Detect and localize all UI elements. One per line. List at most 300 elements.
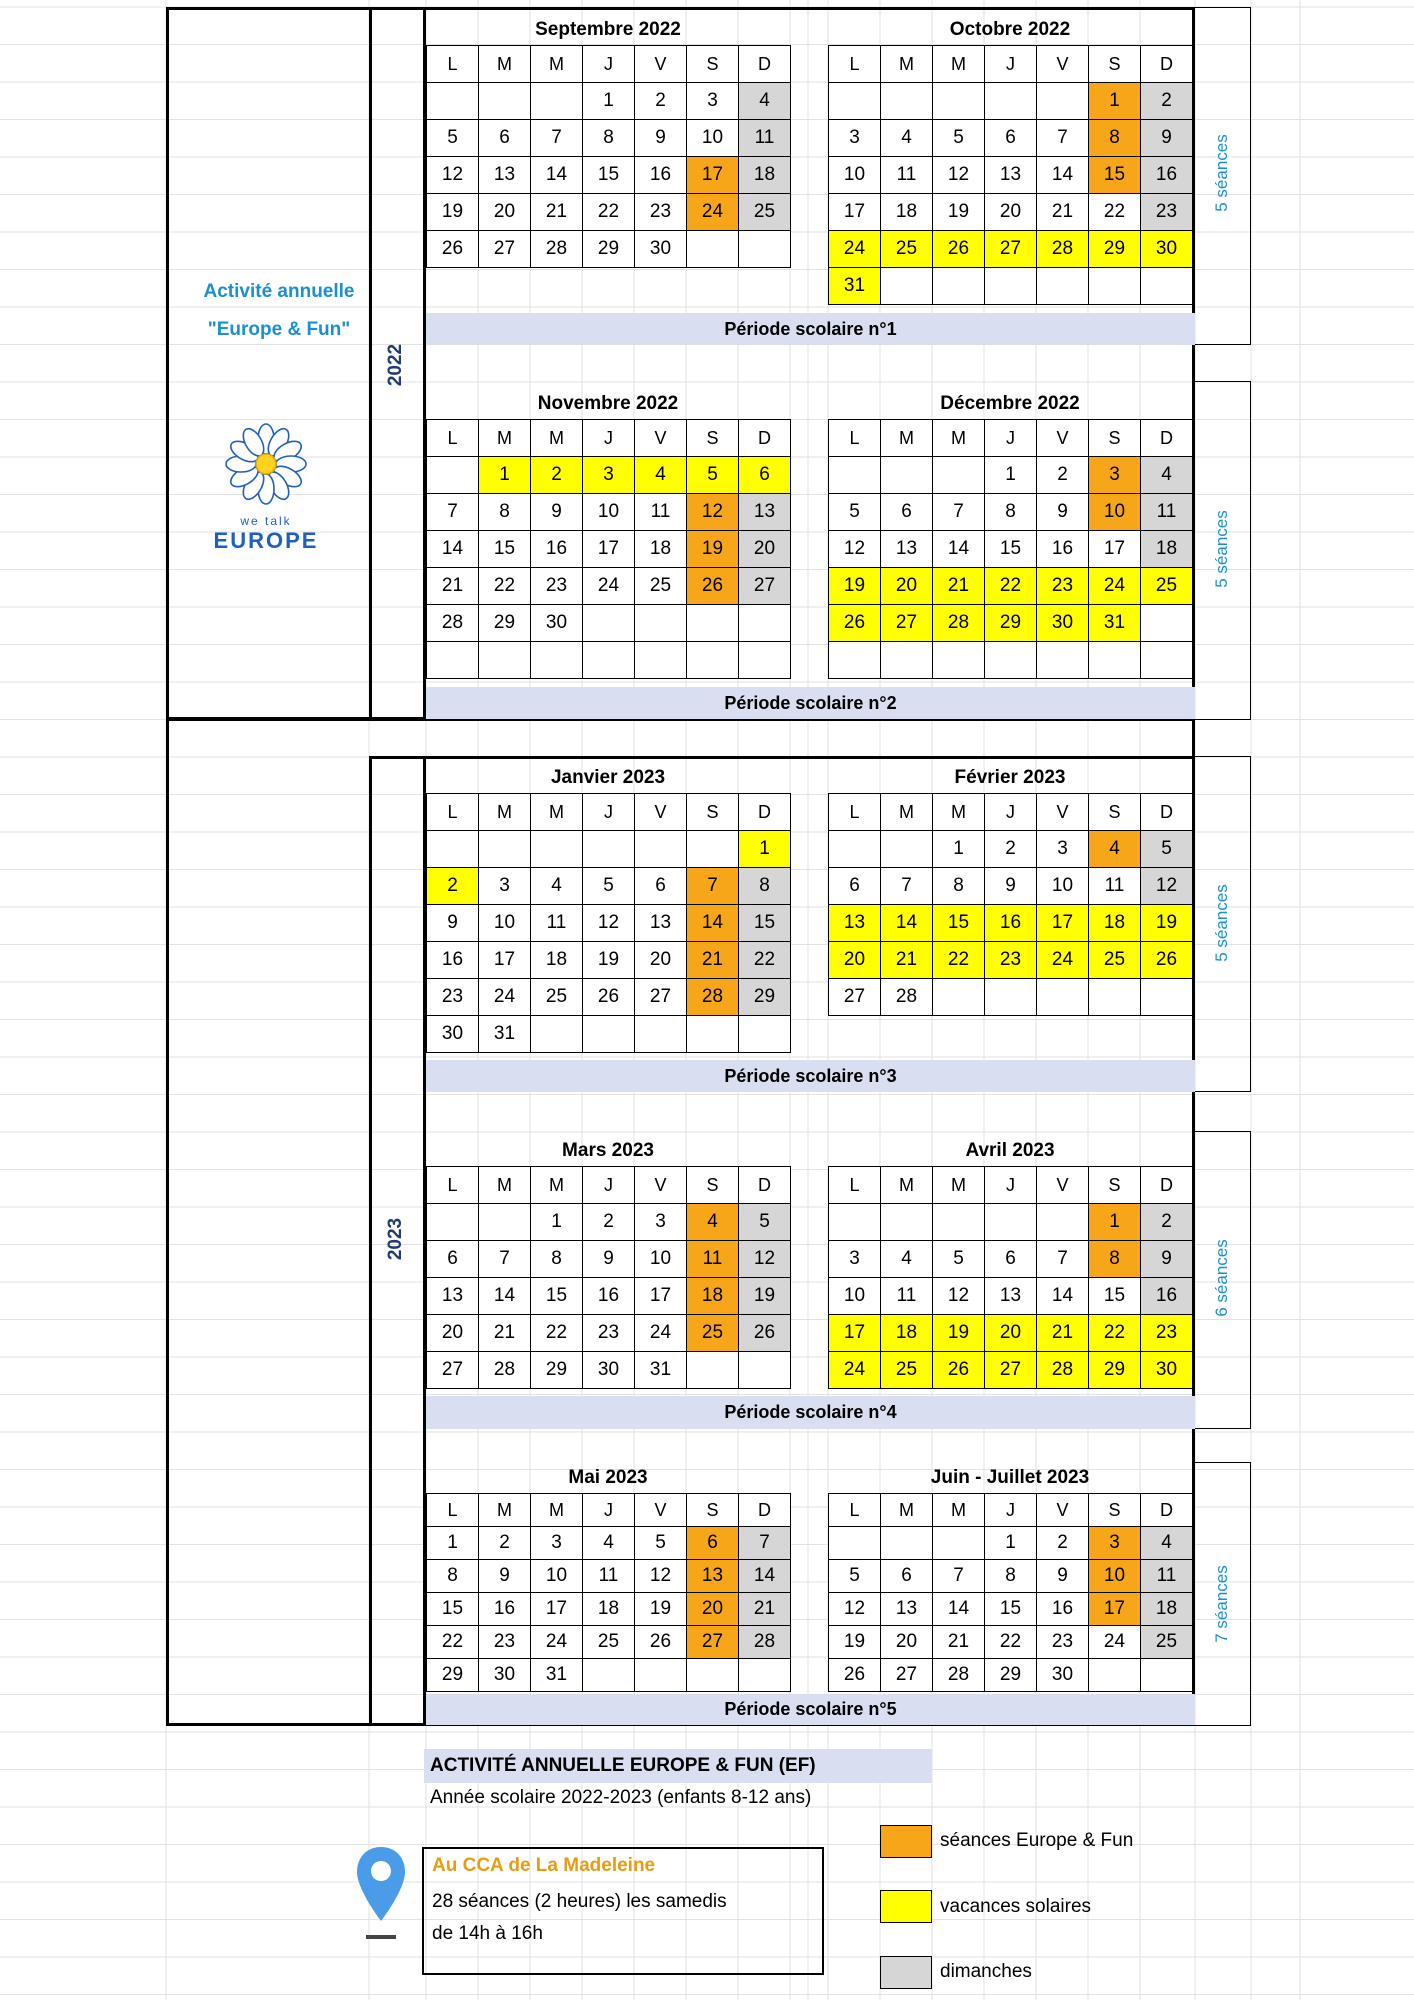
day-cell: 24 (1089, 1626, 1141, 1659)
day-header: S (687, 420, 739, 457)
day-cell: 27 (985, 231, 1037, 268)
day-cell: 10 (1037, 868, 1089, 905)
day-cell: 3 (829, 120, 881, 157)
day-cell: 23 (531, 568, 583, 605)
day-cell: 5 (829, 494, 881, 531)
day-cell: 18 (881, 1315, 933, 1352)
empty-cell (933, 642, 985, 679)
month-title: Janvier 2023 (550, 767, 666, 788)
day-cell: 27 (635, 979, 687, 1016)
day-cell: 29 (985, 1659, 1037, 1692)
day-header: D (739, 420, 791, 457)
day-header: M (479, 420, 531, 457)
empty-cell (1037, 642, 1089, 679)
empty-cell (881, 642, 933, 679)
day-cell: 26 (829, 1659, 881, 1692)
day-cell: 22 (985, 1626, 1037, 1659)
empty-cell (635, 831, 687, 868)
day-cell: 14 (1037, 157, 1089, 194)
day-cell: 15 (985, 1593, 1037, 1626)
day-cell: 29 (985, 605, 1037, 642)
day-cell: 1 (985, 457, 1037, 494)
day-cell: 28 (881, 979, 933, 1016)
day-cell: 28 (687, 979, 739, 1016)
day-cell: 29 (583, 231, 635, 268)
day-cell: 10 (829, 157, 881, 194)
day-header: J (985, 420, 1037, 457)
empty-cell (635, 605, 687, 642)
day-cell: 27 (985, 1352, 1037, 1389)
day-cell: 29 (1089, 231, 1141, 268)
location-info-box (422, 1847, 824, 1975)
day-cell: 6 (881, 1560, 933, 1593)
empty-cell (829, 831, 881, 868)
day-cell: 25 (739, 194, 791, 231)
month-title: Avril 2023 (965, 1140, 1055, 1161)
empty-cell (881, 268, 933, 305)
day-cell: 9 (635, 120, 687, 157)
empty-cell (583, 1016, 635, 1053)
day-cell: 2 (1141, 1204, 1193, 1241)
empty-cell (687, 831, 739, 868)
month-title: Février 2023 (954, 767, 1066, 788)
day-cell: 29 (427, 1659, 479, 1692)
month-grid (828, 1166, 1193, 1389)
day-cell: 7 (687, 868, 739, 905)
empty-cell (881, 83, 933, 120)
legend-label-dimanches: dimanches (940, 1961, 1032, 1982)
day-header: M (881, 1494, 933, 1527)
day-header: S (687, 1494, 739, 1527)
seances-count-p4: 6 séances (1212, 1239, 1231, 1317)
day-cell: 24 (687, 194, 739, 231)
day-cell: 5 (1141, 831, 1193, 868)
day-cell: 11 (635, 494, 687, 531)
day-cell: 19 (1141, 905, 1193, 942)
day-cell: 26 (687, 568, 739, 605)
day-cell: 30 (479, 1659, 531, 1692)
day-cell: 21 (881, 942, 933, 979)
day-cell: 7 (881, 868, 933, 905)
day-cell: 13 (881, 531, 933, 568)
empty-cell (479, 83, 531, 120)
day-header: L (829, 46, 881, 83)
day-cell: 25 (583, 1626, 635, 1659)
day-header: S (1089, 794, 1141, 831)
day-header: J (985, 1494, 1037, 1527)
day-cell: 22 (739, 942, 791, 979)
day-cell: 24 (1089, 568, 1141, 605)
day-cell: 6 (881, 494, 933, 531)
empty-cell (531, 1016, 583, 1053)
day-header: M (933, 420, 985, 457)
day-header: D (739, 1167, 791, 1204)
day-cell: 17 (531, 1593, 583, 1626)
day-cell: 29 (739, 979, 791, 1016)
day-cell: 10 (583, 494, 635, 531)
month-grid (828, 45, 1193, 305)
day-cell: 22 (1089, 1315, 1141, 1352)
day-cell: 21 (1037, 194, 1089, 231)
day-cell: 12 (687, 494, 739, 531)
activity-title-line2: "Europe & Fun" (207, 319, 351, 340)
empty-cell (687, 1659, 739, 1692)
day-cell: 30 (635, 231, 687, 268)
day-cell: 14 (1037, 1278, 1089, 1315)
day-cell: 13 (829, 905, 881, 942)
day-cell: 4 (531, 868, 583, 905)
day-cell: 15 (933, 905, 985, 942)
empty-cell (1141, 605, 1193, 642)
day-cell: 26 (583, 979, 635, 1016)
period-bar-4: Période scolaire n°4 (426, 1396, 1195, 1429)
empty-cell (1141, 268, 1193, 305)
day-cell: 6 (985, 120, 1037, 157)
day-cell: 3 (1089, 1527, 1141, 1560)
day-header: L (427, 1167, 479, 1204)
month-title: Octobre 2022 (949, 19, 1071, 40)
day-cell: 21 (739, 1593, 791, 1626)
empty-cell (427, 1204, 479, 1241)
empty-cell (933, 1204, 985, 1241)
day-cell: 20 (881, 568, 933, 605)
day-cell: 22 (1089, 194, 1141, 231)
day-cell: 25 (881, 231, 933, 268)
day-cell: 25 (635, 568, 687, 605)
day-header: J (583, 794, 635, 831)
day-cell: 30 (1141, 231, 1193, 268)
day-cell: 10 (1089, 494, 1141, 531)
day-header: L (829, 1494, 881, 1527)
day-cell: 28 (531, 231, 583, 268)
day-cell: 4 (881, 1241, 933, 1278)
day-header: M (933, 1494, 985, 1527)
day-cell: 7 (1037, 1241, 1089, 1278)
day-header: M (479, 1167, 531, 1204)
day-header: J (583, 46, 635, 83)
day-cell: 26 (1141, 942, 1193, 979)
day-cell: 21 (687, 942, 739, 979)
day-cell: 16 (1037, 1593, 1089, 1626)
day-header: V (635, 794, 687, 831)
day-cell: 25 (1141, 568, 1193, 605)
period-bar-5: Période scolaire n°5 (426, 1694, 1195, 1725)
day-cell: 15 (583, 157, 635, 194)
day-cell: 23 (427, 979, 479, 1016)
frame-2023-top-rule (369, 756, 1195, 759)
day-cell: 26 (829, 605, 881, 642)
empty-cell (427, 831, 479, 868)
day-cell: 2 (427, 868, 479, 905)
empty-cell (1141, 642, 1193, 679)
day-cell: 5 (583, 868, 635, 905)
day-cell: 22 (479, 568, 531, 605)
day-header: M (531, 794, 583, 831)
day-cell: 13 (739, 494, 791, 531)
day-cell: 5 (933, 120, 985, 157)
period-bar-1: Période scolaire n°1 (426, 313, 1195, 345)
day-cell: 6 (635, 868, 687, 905)
day-cell: 8 (933, 868, 985, 905)
day-header: M (479, 794, 531, 831)
empty-cell (687, 231, 739, 268)
day-cell: 4 (1141, 1527, 1193, 1560)
day-cell: 28 (479, 1352, 531, 1389)
day-cell: 17 (583, 531, 635, 568)
day-header: M (531, 420, 583, 457)
day-header: M (881, 794, 933, 831)
day-cell: 13 (985, 157, 1037, 194)
day-cell: 20 (985, 194, 1037, 231)
day-cell: 5 (829, 1560, 881, 1593)
day-header: J (583, 1494, 635, 1527)
day-cell: 6 (427, 1241, 479, 1278)
day-cell: 12 (1141, 868, 1193, 905)
day-cell: 14 (933, 1593, 985, 1626)
day-cell: 1 (933, 831, 985, 868)
day-cell: 1 (583, 83, 635, 120)
empty-cell (881, 457, 933, 494)
empty-cell (427, 83, 479, 120)
day-cell: 24 (583, 568, 635, 605)
day-cell: 24 (829, 1352, 881, 1389)
day-cell: 18 (1141, 531, 1193, 568)
day-cell: 8 (427, 1560, 479, 1593)
day-cell: 9 (1037, 494, 1089, 531)
day-cell: 2 (1037, 1527, 1089, 1560)
day-cell: 18 (583, 1593, 635, 1626)
day-cell: 9 (1141, 1241, 1193, 1278)
day-header: L (829, 794, 881, 831)
day-cell: 6 (687, 1527, 739, 1560)
day-cell: 3 (829, 1241, 881, 1278)
day-cell: 24 (531, 1626, 583, 1659)
day-cell: 1 (427, 1527, 479, 1560)
day-cell: 11 (1141, 1560, 1193, 1593)
day-cell: 9 (531, 494, 583, 531)
day-header: D (1141, 1494, 1193, 1527)
day-cell: 16 (1141, 157, 1193, 194)
month-grid (426, 45, 791, 268)
day-cell: 18 (739, 157, 791, 194)
day-cell: 14 (427, 531, 479, 568)
empty-cell (881, 831, 933, 868)
day-cell: 4 (881, 120, 933, 157)
day-cell: 29 (531, 1352, 583, 1389)
day-cell: 27 (881, 1659, 933, 1692)
day-cell: 19 (933, 1315, 985, 1352)
day-header: M (531, 1494, 583, 1527)
day-header: M (933, 46, 985, 83)
day-header: S (687, 46, 739, 83)
day-cell: 27 (829, 979, 881, 1016)
legend-swatch-seances (880, 1825, 932, 1858)
empty-cell (829, 642, 881, 679)
day-cell: 12 (933, 157, 985, 194)
day-cell: 16 (1141, 1278, 1193, 1315)
day-cell: 15 (427, 1593, 479, 1626)
day-cell: 21 (933, 1626, 985, 1659)
day-cell: 20 (479, 194, 531, 231)
day-cell: 22 (427, 1626, 479, 1659)
day-cell: 26 (635, 1626, 687, 1659)
month-title: Septembre 2022 (535, 19, 681, 40)
day-cell: 3 (1037, 831, 1089, 868)
day-header: D (1141, 46, 1193, 83)
day-cell: 4 (739, 83, 791, 120)
day-cell: 5 (687, 457, 739, 494)
day-cell: 28 (739, 1626, 791, 1659)
day-cell: 23 (1141, 194, 1193, 231)
day-cell: 25 (1141, 1626, 1193, 1659)
day-cell: 4 (1089, 831, 1141, 868)
day-cell: 6 (829, 868, 881, 905)
day-cell: 20 (881, 1626, 933, 1659)
day-header: S (1089, 1494, 1141, 1527)
day-cell: 23 (1037, 568, 1089, 605)
day-cell: 18 (687, 1278, 739, 1315)
day-header: M (881, 1167, 933, 1204)
day-cell: 20 (985, 1315, 1037, 1352)
day-cell: 11 (1089, 868, 1141, 905)
day-cell: 15 (1089, 157, 1141, 194)
day-cell: 15 (739, 905, 791, 942)
day-cell: 5 (427, 120, 479, 157)
month-grid (426, 1493, 791, 1692)
day-cell: 10 (531, 1560, 583, 1593)
we-talk-europe-logo (210, 422, 340, 562)
day-cell: 22 (583, 194, 635, 231)
month-title: Mars 2023 (562, 1140, 654, 1161)
day-cell: 15 (1089, 1278, 1141, 1315)
day-cell: 9 (1141, 120, 1193, 157)
day-cell: 9 (427, 905, 479, 942)
day-header: M (933, 794, 985, 831)
day-cell: 29 (1089, 1352, 1141, 1389)
day-cell: 27 (479, 231, 531, 268)
day-cell: 8 (1089, 120, 1141, 157)
day-cell: 26 (933, 1352, 985, 1389)
empty-cell (985, 83, 1037, 120)
day-cell: 28 (933, 605, 985, 642)
empty-cell (829, 457, 881, 494)
day-cell: 17 (635, 1278, 687, 1315)
day-cell: 28 (933, 1659, 985, 1692)
empty-cell (1037, 979, 1089, 1016)
day-cell: 16 (531, 531, 583, 568)
day-cell: 19 (687, 531, 739, 568)
empty-cell (687, 605, 739, 642)
day-header: L (829, 1167, 881, 1204)
month-grid (828, 1493, 1193, 1692)
day-cell: 14 (881, 905, 933, 942)
day-header: S (1089, 1167, 1141, 1204)
empty-cell (739, 1352, 791, 1389)
day-header: M (933, 1167, 985, 1204)
month-grid (426, 419, 791, 679)
day-cell: 18 (881, 194, 933, 231)
day-header: S (1089, 420, 1141, 457)
day-header: V (635, 46, 687, 83)
day-cell: 12 (635, 1560, 687, 1593)
day-cell: 7 (933, 1560, 985, 1593)
empty-cell (1089, 642, 1141, 679)
day-header: D (739, 1494, 791, 1527)
day-cell: 2 (531, 457, 583, 494)
day-cell: 13 (427, 1278, 479, 1315)
empty-cell (531, 642, 583, 679)
day-cell: 20 (829, 942, 881, 979)
day-cell: 11 (739, 120, 791, 157)
activity-title-line1: Activité annuelle (203, 281, 355, 302)
day-cell: 1 (531, 1204, 583, 1241)
day-cell: 10 (635, 1241, 687, 1278)
day-cell: 21 (427, 568, 479, 605)
day-cell: 31 (635, 1352, 687, 1389)
empty-cell (687, 1352, 739, 1389)
month-grid (828, 793, 1193, 1016)
empty-cell (985, 642, 1037, 679)
day-cell: 19 (739, 1278, 791, 1315)
day-cell: 7 (479, 1241, 531, 1278)
day-cell: 17 (1089, 1593, 1141, 1626)
day-header: J (985, 46, 1037, 83)
empty-cell (739, 1659, 791, 1692)
day-cell: 17 (829, 1315, 881, 1352)
day-cell: 17 (687, 157, 739, 194)
day-cell: 10 (1089, 1560, 1141, 1593)
day-cell: 3 (1089, 457, 1141, 494)
day-cell: 8 (583, 120, 635, 157)
empty-cell (687, 642, 739, 679)
day-cell: 25 (687, 1315, 739, 1352)
day-cell: 12 (739, 1241, 791, 1278)
empty-cell (829, 83, 881, 120)
seances-count-p5: 7 séances (1212, 1565, 1231, 1643)
day-cell: 2 (1141, 83, 1193, 120)
day-cell: 13 (479, 157, 531, 194)
day-cell: 5 (739, 1204, 791, 1241)
day-cell: 12 (829, 1593, 881, 1626)
day-cell: 17 (829, 194, 881, 231)
day-cell: 19 (829, 1626, 881, 1659)
day-cell: 18 (531, 942, 583, 979)
day-cell: 9 (1037, 1560, 1089, 1593)
legend-label-seances: séances Europe & Fun (940, 1830, 1134, 1851)
day-cell: 18 (1141, 1593, 1193, 1626)
empty-cell (739, 231, 791, 268)
empty-cell (933, 979, 985, 1016)
day-header: V (635, 1167, 687, 1204)
day-cell: 27 (881, 605, 933, 642)
day-cell: 4 (583, 1527, 635, 1560)
empty-cell (427, 457, 479, 494)
day-header: V (1037, 1494, 1089, 1527)
day-header: M (531, 46, 583, 83)
empty-cell (479, 642, 531, 679)
day-cell: 8 (479, 494, 531, 531)
empty-cell (739, 605, 791, 642)
empty-cell (479, 831, 531, 868)
day-cell: 24 (829, 231, 881, 268)
month-title: Novembre 2022 (537, 393, 679, 414)
day-cell: 15 (985, 531, 1037, 568)
day-cell: 15 (479, 531, 531, 568)
day-cell: 21 (1037, 1315, 1089, 1352)
day-header: D (1141, 794, 1193, 831)
schedule-line-2: de 14h à 16h (432, 1923, 543, 1944)
day-cell: 8 (531, 1241, 583, 1278)
